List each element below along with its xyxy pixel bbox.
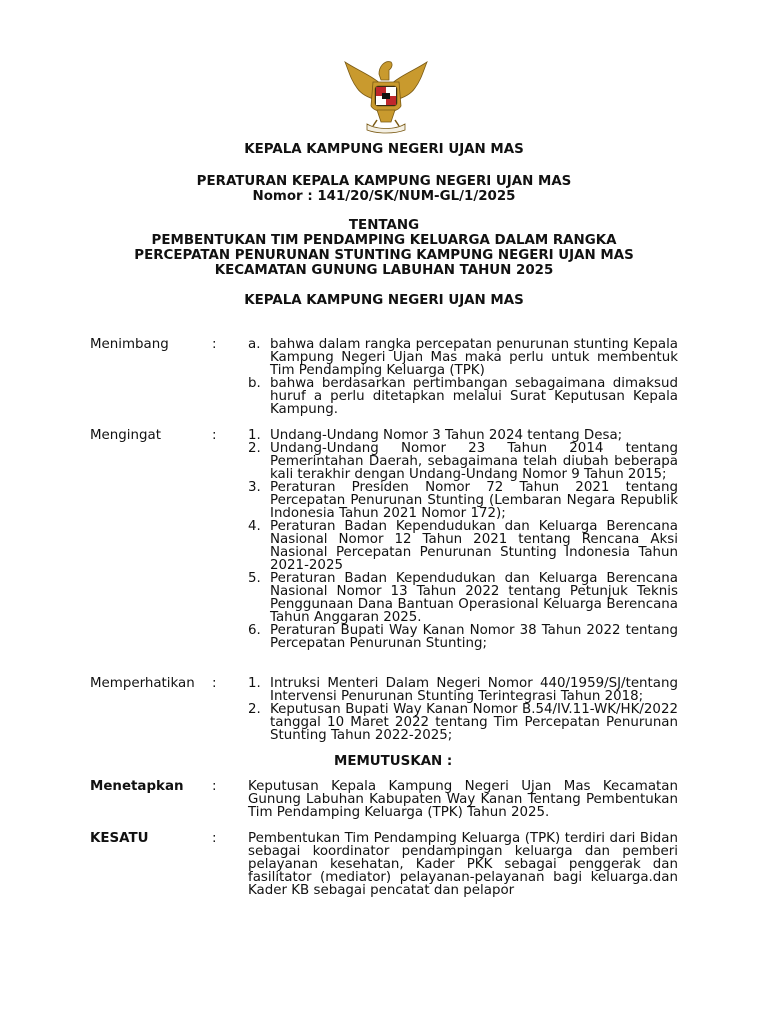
list-item-text: Peraturan Bupati Way Kanan Nomor 38 Tahun 2022 tentang Percepatan Penurunan Stunting; — [270, 623, 678, 651]
list-item — [248, 481, 678, 520]
regulation-number: Nomor : 141/20/SK/NUM-GL/1/2025 — [252, 189, 516, 204]
list-item — [248, 520, 678, 572]
list-item-text: Peraturan Presiden Nomor 72 Tahun 2021 tentang Percepatan Penurunan Stunting (Lembaran Negara Republik Indonesia Tahun 2021 Nomor 172); — [270, 480, 678, 521]
document-agency-title: KEPALA KAMPUNG NEGERI UJAN MAS — [244, 142, 524, 157]
list-item — [248, 703, 678, 742]
head-shape — [379, 62, 392, 80]
list-item-text: bahwa berdasarkan pertimbangan sebagaimana dimaksud huruf a perlu ditetapkan melalui Surat Keputusan Kepala Kampung. — [270, 376, 678, 417]
list-item-text: Intruksi Menteri Dalam Negeri Nomor 440/1959/SJ/tentang Intervensi Penurunan Stunting Terintegrasi Tahun 2018; — [270, 676, 678, 704]
issuer-heading: KEPALA KAMPUNG NEGERI UJAN MAS — [244, 293, 524, 308]
list-item — [248, 377, 678, 416]
section-label: Mengingat — [90, 428, 161, 443]
subject-line-3: KECAMATAN GUNUNG LABUHAN TAHUN 2025 — [214, 263, 554, 278]
list-item — [248, 677, 678, 703]
list-item-text: bahwa dalam rangka percepatan penurunan stunting Kepala Kampung Negeri Ujan Mas maka perlu untuk membentuk Tim Pendamping Keluarga (TPK) — [270, 337, 678, 378]
list-marker: 6. — [248, 623, 261, 638]
memutuskan-text: MEMUTUSKAN : — [334, 754, 453, 769]
list-marker: b. — [248, 376, 261, 391]
list-marker: 1. — [248, 676, 261, 691]
section-colon: : — [212, 428, 217, 443]
garuda-pancasila-emblem — [343, 56, 429, 134]
list-marker: 2. — [248, 702, 261, 717]
list-marker: 3. — [248, 480, 261, 495]
kesatu-text: Pembentukan Tim Pendamping Keluarga (TPK) terdiri dari Bidan sebagai koordinator pendampingan keluarga dan pemberi pelayanan kesehatan, Kader PKK sebagai penggerak dan fasilitator (mediator) pelayanan-pelayanan bagi keluarga.dan Kader KB sebagai pencatat dan pelapor — [248, 831, 678, 898]
list-marker: 5. — [248, 571, 261, 586]
list-item-text: Keputusan Bupati Way Kanan Nomor B.54/IV.11-WK/HK/2022 tanggal 10 Maret 2022 tentang Tim Percepatan Penurunan Stunting Tahun 2022-2025; — [270, 702, 678, 743]
list-item-text: Peraturan Badan Kependudukan dan Keluarga Berencana Nasional Nomor 13 Tahun 2022 tentang Petunjuk Teknis Penggunaan Dana Bantuan Operasional Keluarga Berencana Tahun Anggaran 2025. — [270, 571, 678, 625]
section-colon: : — [212, 676, 217, 691]
section-colon: : — [212, 831, 217, 846]
tail-shape — [377, 110, 395, 122]
list-item-text: Peraturan Badan Kependudukan dan Keluarga Berencana Nasional Nomor 12 Tahun 2021 tentang Rencana Aksi Nasional Percepatan Penurunan Stunting Indonesia Tahun 2021-2025 — [270, 519, 678, 573]
list-item — [248, 338, 678, 377]
section-label: KESATU — [90, 831, 149, 846]
list-item — [248, 442, 678, 481]
subject-line-2: PERCEPATAN PENURUNAN STUNTING KAMPUNG NEGERI UJAN MAS — [134, 248, 634, 263]
section-label: Menetapkan — [90, 779, 184, 794]
regulation-title: PERATURAN KEPALA KAMPUNG NEGERI UJAN MAS — [196, 174, 572, 189]
subject-line-1: PEMBENTUKAN TIM PENDAMPING KELUARGA DALAM RANGKA — [151, 233, 617, 248]
list-marker: 1. — [248, 428, 261, 443]
list-item — [248, 572, 678, 624]
list-item-text: Undang-Undang Nomor 23 Tahun 2014 tentang Pemerintahan Daerah, sebagaimana telah diubah beberapa kali terakhir dengan Undang-Undang Nomor 9 Tahun 2015; — [270, 441, 678, 482]
list-marker: 2. — [248, 441, 261, 456]
menetapkan-text: Keputusan Kepala Kampung Negeri Ujan Mas Kecamatan Gunung Labuhan Kabupaten Way Kanan Tentang Pembentukan Tim Pendamping Keluarga (TPK) Tahun 2025. — [248, 779, 678, 820]
list-item-text: Undang-Undang Nomor 3 Tahun 2024 tentang Desa; — [270, 428, 623, 443]
list-marker: 4. — [248, 519, 261, 534]
section-label: Memperhatikan — [90, 676, 195, 691]
section-label: Menimbang — [90, 337, 169, 352]
tentang-heading: TENTANG — [348, 218, 420, 233]
section-colon: : — [212, 779, 217, 794]
section-colon: : — [212, 337, 217, 352]
list-marker: a. — [248, 337, 261, 352]
list-item — [248, 624, 678, 650]
